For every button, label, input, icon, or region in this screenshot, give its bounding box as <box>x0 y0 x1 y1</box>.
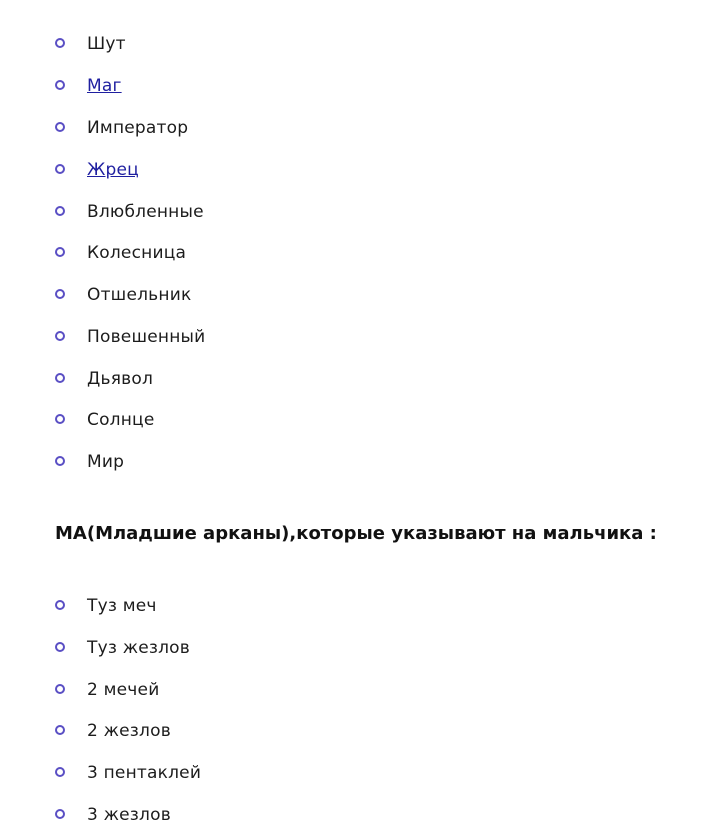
bullet-circle-icon <box>55 456 65 466</box>
bullet-circle-icon <box>55 600 65 610</box>
list-item-label: 2 жезлов <box>87 721 171 741</box>
bullet-circle-icon <box>55 373 65 383</box>
bullet-circle-icon <box>55 725 65 735</box>
list-item-label: 2 мечей <box>87 680 160 700</box>
bullet-circle-icon <box>55 642 65 652</box>
list-item-label: Солнце <box>87 410 155 430</box>
list-item-label: Влюбленные <box>87 202 204 222</box>
bullet-circle-icon <box>55 38 65 48</box>
bullet-circle-icon <box>55 247 65 257</box>
list-item-label: Отшельник <box>87 285 192 305</box>
bullet-circle-icon <box>55 331 65 341</box>
link-zhrec[interactable]: Жрец <box>87 160 139 180</box>
list-item-label: Шут <box>87 34 126 54</box>
bullet-circle-icon <box>55 206 65 216</box>
bullet-circle-icon <box>55 809 65 819</box>
bullet-circle-icon <box>55 122 65 132</box>
list-item-label: Император <box>87 118 189 138</box>
bullet-circle-icon <box>55 767 65 777</box>
bullet-circle-icon <box>55 80 65 90</box>
list-item-label: Туз меч <box>87 596 157 616</box>
bullet-circle-icon <box>55 164 65 174</box>
list-item-label: 3 пентаклей <box>87 763 202 783</box>
bullet-circle-icon <box>55 684 65 694</box>
bullet-circle-icon <box>55 414 65 424</box>
list-item-label: Повешенный <box>87 327 206 347</box>
section-heading: МА(Младшие арканы),которые указывают на мальчика : <box>55 523 657 544</box>
link-mag[interactable]: Маг <box>87 76 122 96</box>
list-item-label: Колесница <box>87 243 187 263</box>
bullet-circle-icon <box>55 289 65 299</box>
list-item-label: Мир <box>87 452 125 472</box>
list-item-label: Дьявол <box>87 369 154 389</box>
list-item-label: 3 жезлов <box>87 805 171 825</box>
list-item-label: Туз жезлов <box>87 638 190 658</box>
